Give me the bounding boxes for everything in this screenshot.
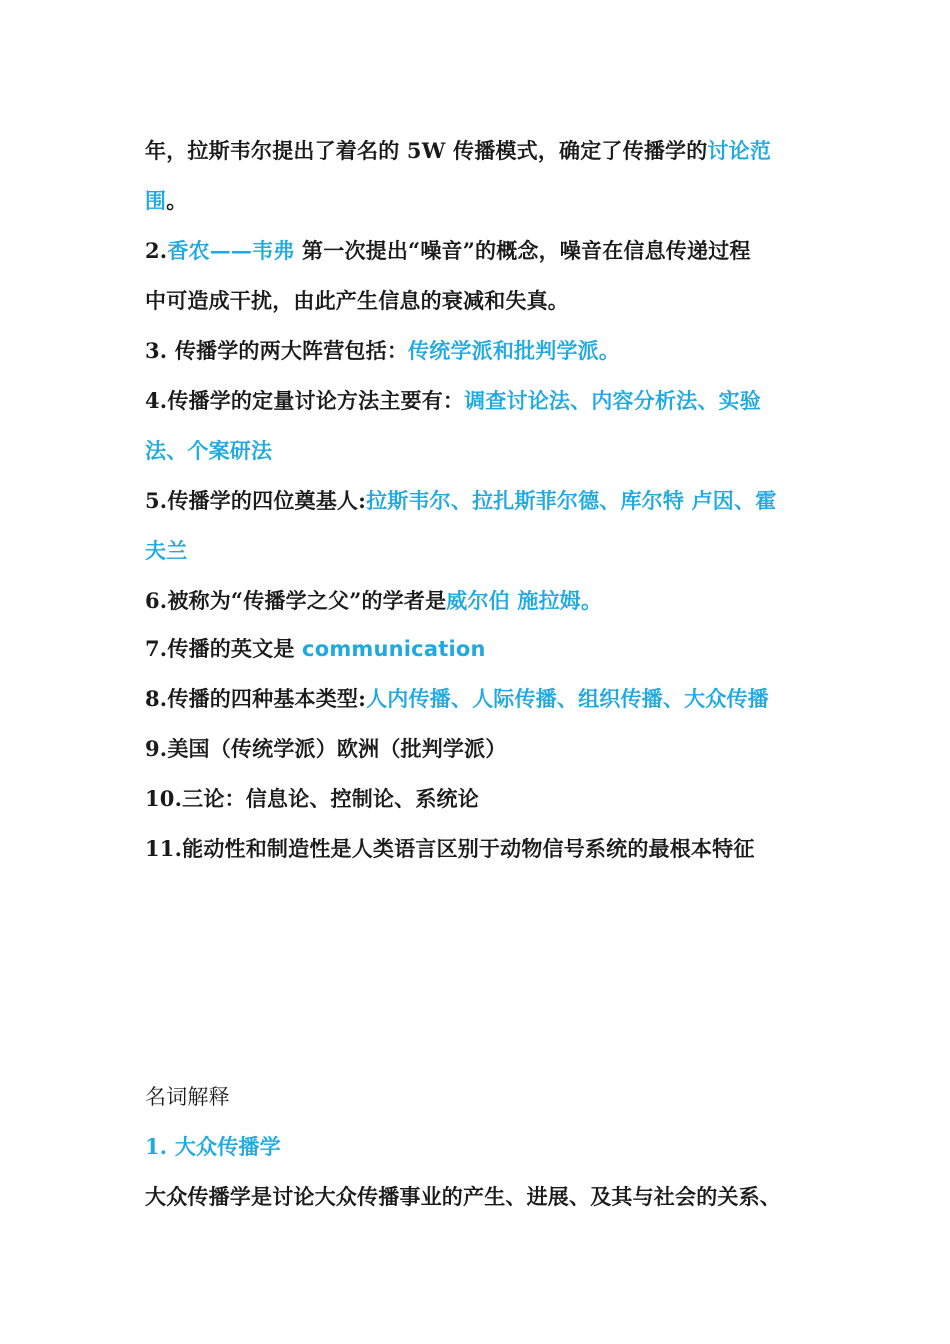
text-segment: 11.能动性和制造性是人类语言区别于动物信号系统的最根本特征 bbox=[145, 836, 755, 861]
text-segment: 8.传播的四种基本类型: bbox=[145, 686, 367, 711]
section-heading: 名词解释 bbox=[145, 1085, 230, 1109]
text-segment: 年，拉斯韦尔提出了着名的 5W 传播模式，确定了传播学的 bbox=[145, 138, 708, 163]
highlight-segment: 传统学派和批判学派 bbox=[408, 338, 599, 363]
text-segment: 。 bbox=[166, 188, 188, 213]
highlight-segment: 人内传播、人际传播、组织传播、大众传播 bbox=[366, 686, 769, 711]
text-segment: 10.三论：信息论、控制论、系统论 bbox=[145, 786, 479, 811]
text-line-14 bbox=[145, 784, 479, 814]
highlight-segment: 围 bbox=[145, 188, 167, 213]
text-line-1 bbox=[145, 136, 771, 166]
text-segment: 6.被称为“传播学之父”的学者是 bbox=[145, 588, 447, 613]
term-definition: 大众传播学是讨论大众传播事业的产生、进展、及其与社会的关系、 bbox=[145, 1184, 781, 1209]
text-segment: 4.传播学的定量讨论方法主要有： bbox=[145, 388, 465, 413]
highlight-segment: 讨论范 bbox=[707, 138, 772, 163]
text-segment: 中可造成干扰，由此产生信息的衰减和失真。 bbox=[145, 288, 569, 313]
list-number: 2. bbox=[145, 238, 168, 263]
text-segment: 5.传播学的四位奠基人: bbox=[145, 488, 367, 513]
text-line-5 bbox=[145, 336, 620, 366]
text-line-15 bbox=[145, 834, 755, 864]
highlight-segment: 法、个案研法 bbox=[145, 438, 273, 463]
text-segment: 7.传播的英文是 bbox=[145, 636, 303, 661]
highlight-segment: 夫兰 bbox=[145, 538, 188, 563]
text-segment: 3. 传播学的两大阵营包括： bbox=[145, 338, 409, 363]
text-line-7 bbox=[145, 436, 272, 466]
highlight-segment: 威尔伯 施拉姆。 bbox=[446, 588, 603, 613]
text-line-9 bbox=[145, 536, 187, 566]
highlight-segment: 拉斯韦尔、拉扎斯菲尔德、库尔特 卢因、霍 bbox=[366, 488, 777, 513]
highlight-segment: 香农——韦弗 bbox=[167, 238, 295, 263]
highlight-segment: 调查讨论法、内容分析法、实验 bbox=[464, 388, 761, 413]
text-line-6 bbox=[145, 386, 761, 416]
text-line-3 bbox=[145, 236, 751, 266]
text-line-11 bbox=[145, 634, 486, 664]
text-line-8 bbox=[145, 486, 776, 516]
text-line-10 bbox=[145, 586, 602, 616]
term-title: 1. 大众传播学 bbox=[145, 1134, 281, 1159]
text-line-4 bbox=[145, 286, 569, 316]
highlight-segment: communication bbox=[302, 637, 486, 661]
text-line-12 bbox=[145, 684, 769, 714]
text-segment: 9.美国（传统学派）欧洲（批判学派） bbox=[145, 736, 507, 761]
text-line-2 bbox=[145, 186, 187, 216]
text-segment: 第一次提出“噪音”的概念，噪音在信息传递过程 bbox=[294, 238, 751, 263]
text-line-13 bbox=[145, 734, 507, 764]
highlight-segment: 。 bbox=[598, 338, 621, 363]
